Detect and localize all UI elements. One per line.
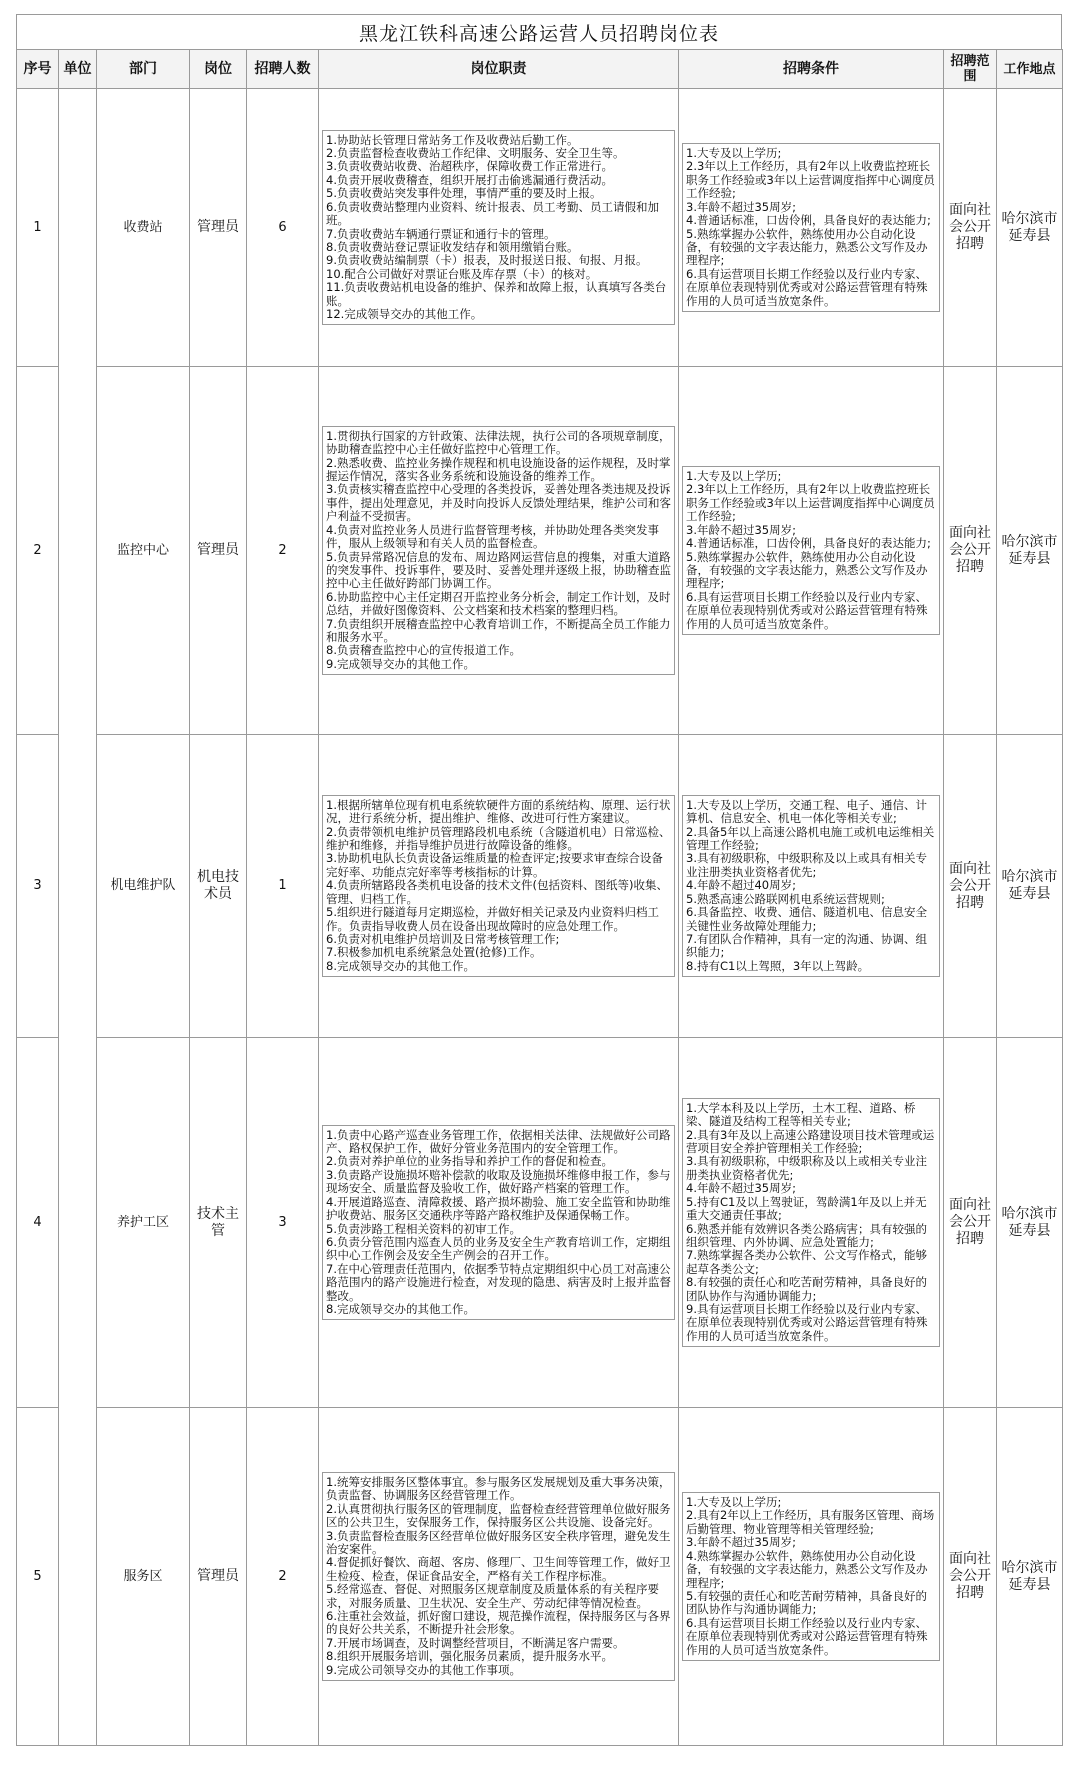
row-count: 2 [247,1408,319,1746]
row-no: 5 [17,1408,59,1746]
table-row [17,89,1063,367]
row-place: 哈尔滨市延寿县 [997,367,1063,735]
row-post: 机电技术员 [190,735,247,1038]
row-dept: 养护工区 [97,1038,190,1408]
row-place: 哈尔滨市延寿县 [997,1038,1063,1408]
row-duties: 1.负责中心路产巡查业务管理工作，依据相关法律、法规做好公司路产、路权保护工作，做好分管业务范围内的安全管理工作。 2.负责对养护单位的业务指导和养护工作的督促和检查。 3.负责路产设施损坏赔补偿款的收取及设施损坏维修申报工作，参与现场安全、质量监督及验收工作，做好路产档案的管理工作。 4.开展道路巡查、清障救援、路产损坏勘验、施工安全监管和协助维护收费站、服务区交通秩序等路产路权维护及保通保畅工作。 5.负责涉路工程相关资料的初审工作。 6.负责分管范围内巡查人员的业务及安全生产教育培训工作，定期组织中心工作例会及安全生产例会的召开工作。 7.在中心管理责任范围内，依据季节特点定期组织中心员工对高速公路范围内的路产设施进行检查，对发现的隐患、病害及时上报并监督整改。 8.完成领导交办的其他工作。 [322,1125,675,1321]
row-scope: 面向社会公开招聘 [944,89,997,367]
row-duties: 1.统筹安排服务区整体事宜。参与服务区发展规划及重大事务决策，负责监督、协调服务区经营管理工作。 2.认真贯彻执行服务区的管理制度，监督检查经营管理单位做好服务区的公共卫生，安保服务工作，保持服务区公共设施、设备完好。 3.负责监督检查服务区经营单位做好服务区安全秩序管理，避免发生治安案件。 4.督促抓好餐饮、商超、客房、修理厂、卫生间等管理工作，做好卫生检疫、检查，保证食品安全，严格有关工作程序标准。 5.经常巡查、督促、对照服务区规章制度及质量体系的有关程序要求，对服务质量、卫生状况、安全生产、劳动纪律等情况检查。 6.注重社会效益，抓好窗口建设，规范操作流程，保持服务区与各界的良好公共关系，不断提升社会形象。 7.开展市场调查，及时调整经营项目，不断满足客户需要。 8.组织开展服务培训，强化服务员素质，提升服务水平。 9.完成公司领导交办的其他工作事项。 [322,1472,675,1681]
row-no: 2 [17,367,59,735]
row-reqs: 1.大专及以上学历; 2.3年以上工作经历，具有2年以上收费监控班长职务工作经验或3年以上运营调度指挥中心调度员工作经验; 3.年龄不超过35周岁; 4.普通话标准，口齿伶俐，具备良好的表达能力; 5.熟练掌握办公软件，熟练使用办公自动化设备，有较强的文字表达能力，熟悉公文写作及办理程序; 6.具有运营项目长期工作经验以及行业内专家、在原单位表现特别优秀或对公路运营管理有特殊作用的人员可适当放宽条件。 [682,466,940,635]
row-post: 管理员 [190,1408,247,1746]
row-reqs: 1.大专及以上学历; 2.具有2年以上工作经历，具有服务区管理、商场后勤管理、物业管理等相关管理经验; 3.年龄不超过35周岁; 4.熟练掌握办公软件，熟练使用办公自动化设备，有较强的文字表达能力，熟悉公文写作及办理程序; 5.有较强的责任心和吃苦耐劳精神，具备良好的团队协作与沟通协调能力; 6.具有运营项目长期工作经验以及行业内专家、在原单位表现特别优秀或对公路运营管理有特殊作用的人员可适当放宽条件。 [682,1492,940,1661]
row-post: 技术主管 [190,1038,247,1408]
row-scope: 面向社会公开招聘 [944,367,997,735]
row-reqs-cell [679,1038,944,1408]
row-no: 1 [17,89,59,367]
header-count: 招聘人数 [247,50,319,89]
header-scope: 招聘范围 [944,50,997,89]
row-place: 哈尔滨市延寿县 [997,735,1063,1038]
row-no: 3 [17,735,59,1038]
header-post: 岗位 [190,50,247,89]
row-reqs-cell [679,89,944,367]
table-row [17,1038,1063,1408]
row-duties: 1.贯彻执行国家的方针政策、法律法规，执行公司的各项规章制度，协助稽查监控中心主任做好监控中心管理工作。 2.熟悉收费、监控业务操作规程和机电设施设备的运作规程，及时掌握运作情况，落实各业务系统和设施设备的维养工作。 3.负责核实稽查监控中心受理的各类投诉，妥善处理各类违规及投诉事件，提出处理意见，并及时向投诉人反馈处理结果，维护公司和客户利益不受损害。 4.负责对监控业务人员进行监督管理考核，并协助处理各类突发事件，服从上级领导和有关人员的监督检查。 5.负责异常路况信息的发布、周边路网运营信息的搜集，对重大道路的突发事件、投诉事件，要及时、妥善处理并逐级上报，协助稽查监控中心主任做好跨部门协调工作。 6.协助监控中心主任定期召开监控业务分析会，制定工作计划，及时总结，并做好图像资料、公文档案和技术档案的整理归档。 7.负责组织开展稽查监控中心教育培训工作，不断提高全员工作能力和服务水平。 8.负责稽查监控中心的宣传报道工作。 9.完成领导交办的其他工作。 [322,426,675,675]
row-dept: 监控中心 [97,367,190,735]
row-reqs: 1.大学本科及以上学历，土木工程、道路、桥梁、隧道及结构工程等相关专业; 2.具有3年及以上高速公路建设项目技术管理或运营项目安全养护管理相关工作经验; 3.具有初级职称，中级职称及以上或相关专业注册类执业资格者优先; 4.年龄不超过35周岁; 5.持有C1及以上驾驶证，驾龄满1年及以上并无重大交通责任事故; 6.熟悉并能有效辨识各类公路病害；具有较强的组织管理、内外协调、应急处置能力; 7.熟练掌握各类办公软件、公文写作格式，能够起草各类公文; 8.有较强的责任心和吃苦耐劳精神，具备良好的团队协作与沟通协调能力; 9.具有运营项目长期工作经验以及行业内专家、在原单位表现特别优秀或对公路运营管理有特殊作用的人员可适当放宽条件。 [682,1098,940,1347]
row-count: 2 [247,367,319,735]
row-duties-cell [319,1038,679,1408]
row-reqs-cell [679,367,944,735]
row-duties: 1.协助站长管理日常站务工作及收费站后勤工作。 2.负责监督检查收费站工作纪律、文明服务、安全卫生等。 3.负责收费站收费、治超秩序，保障收费工作正常进行。 4.负责开展收费稽查，组织开展打击偷逃漏通行费活动。 5.负责收费站突发事件处理，事情严重的要及时上报。 6.负责收费站整理内业资料、统计报表、员工考勤、员工请假和加班。 7.负责收费站车辆通行票证和通行卡的管理。 8.负责收费站登记票证收发结存和领用缴销台账。 9.负责收费站编制票（卡）报表，及时报送日报、旬报、月报。 10.配合公司做好对票证台账及库存票（卡）的核对。 11.负责收费站机电设备的维护、保养和故障上报，认真填写各类台账。 12.完成领导交办的其他工作。 [322,130,675,326]
row-duties-cell [319,89,679,367]
header-unit: 单位 [59,50,97,89]
header-dept: 部门 [97,50,190,89]
recruitment-sheet [16,14,1062,1746]
row-dept: 收费站 [97,89,190,367]
row-no: 4 [17,1038,59,1408]
row-duties-cell [319,367,679,735]
row-reqs: 1.大专及以上学历，交通工程、电子、通信、计算机、信息安全、机电一体化等相关专业; 2.具备5年以上高速公路机电施工或机电运维相关管理工作经验; 3.具有初级职称，中级职称及以上或具有相关专业注册类执业资格者优先; 4.年龄不超过40周岁; 5.熟悉高速公路联网机电系统运营规则; 6.具备监控、收费、通信、隧道机电、信息安全关键性业务故障处理能力; 7.有团队合作精神，具有一定的沟通、协调、组织能力; 8.持有C1以上驾照，3年以上驾龄。 [682,795,940,977]
row-scope: 面向社会公开招聘 [944,1038,997,1408]
header-reqs: 招聘条件 [679,50,944,89]
row-duties: 1.根据所辖单位现有机电系统软硬件方面的系统结构、原理、运行状况，进行系统分析，提出维护、维修、改进可行性方案建议。 2.负责带领机电维护员管理路段机电系统（含隧道机电）日常巡检、维护和维修，并指导维护员进行故障设备的维修。 3.协助机电队长负责设备运维质量的检查评定;按要求审查综合设备完好率、功能点完好率等考核指标的计算。 4.负责所辖路段各类机电设备的技术文件(包括资料、图纸等)收集、管理、归档工作。 5.组织进行隧道每月定期巡检，并做好相关记录及内业资料归档工作。负责指导收费人员在设备出现故障时的应急处理工作。 6.负责对机电维护员培训及日常考核管理工作; 7.积极参加机电系统紧急处置(抢修)工作。 8.完成领导交办的其他工作。 [322,795,675,977]
row-place: 哈尔滨市延寿县 [997,89,1063,367]
row-dept: 服务区 [97,1408,190,1746]
recruitment-table [16,49,1063,1746]
row-post: 管理员 [190,89,247,367]
row-duties-cell [319,735,679,1038]
row-count: 6 [247,89,319,367]
row-dept: 机电维护队 [97,735,190,1038]
row-scope: 面向社会公开招聘 [944,735,997,1038]
row-post: 管理员 [190,367,247,735]
header-no: 序号 [17,50,59,89]
header-duties: 岗位职责 [319,50,679,89]
row-scope: 面向社会公开招聘 [944,1408,997,1746]
row-reqs-cell [679,1408,944,1746]
row-place: 哈尔滨市延寿县 [997,1408,1063,1746]
row-reqs-cell [679,735,944,1038]
row-duties-cell [319,1408,679,1746]
header-row [17,50,1063,89]
row-count: 1 [247,735,319,1038]
row-reqs: 1.大专及以上学历; 2.3年以上工作经历，具有2年以上收费监控班长职务工作经验或3年以上运营调度指挥中心调度员工作经验; 3.年龄不超过35周岁; 4.普通话标准，口齿伶俐，具备良好的表达能力; 5.熟练掌握办公软件，熟练使用办公自动化设备，有较强的文字表达能力，熟悉公文写作及办理程序; 6.具有运营项目长期工作经验以及行业内专家、在原单位表现特别优秀或对公路运营管理有特殊作用的人员可适当放宽条件。 [682,143,940,312]
table-row [17,1408,1063,1746]
table-row [17,735,1063,1038]
header-place: 工作地点 [997,50,1063,89]
unit-cell [59,89,97,1746]
table-title: 黑龙江铁科高速公路运营人员招聘岗位表 [16,14,1062,49]
table-row [17,367,1063,735]
row-count: 3 [247,1038,319,1408]
